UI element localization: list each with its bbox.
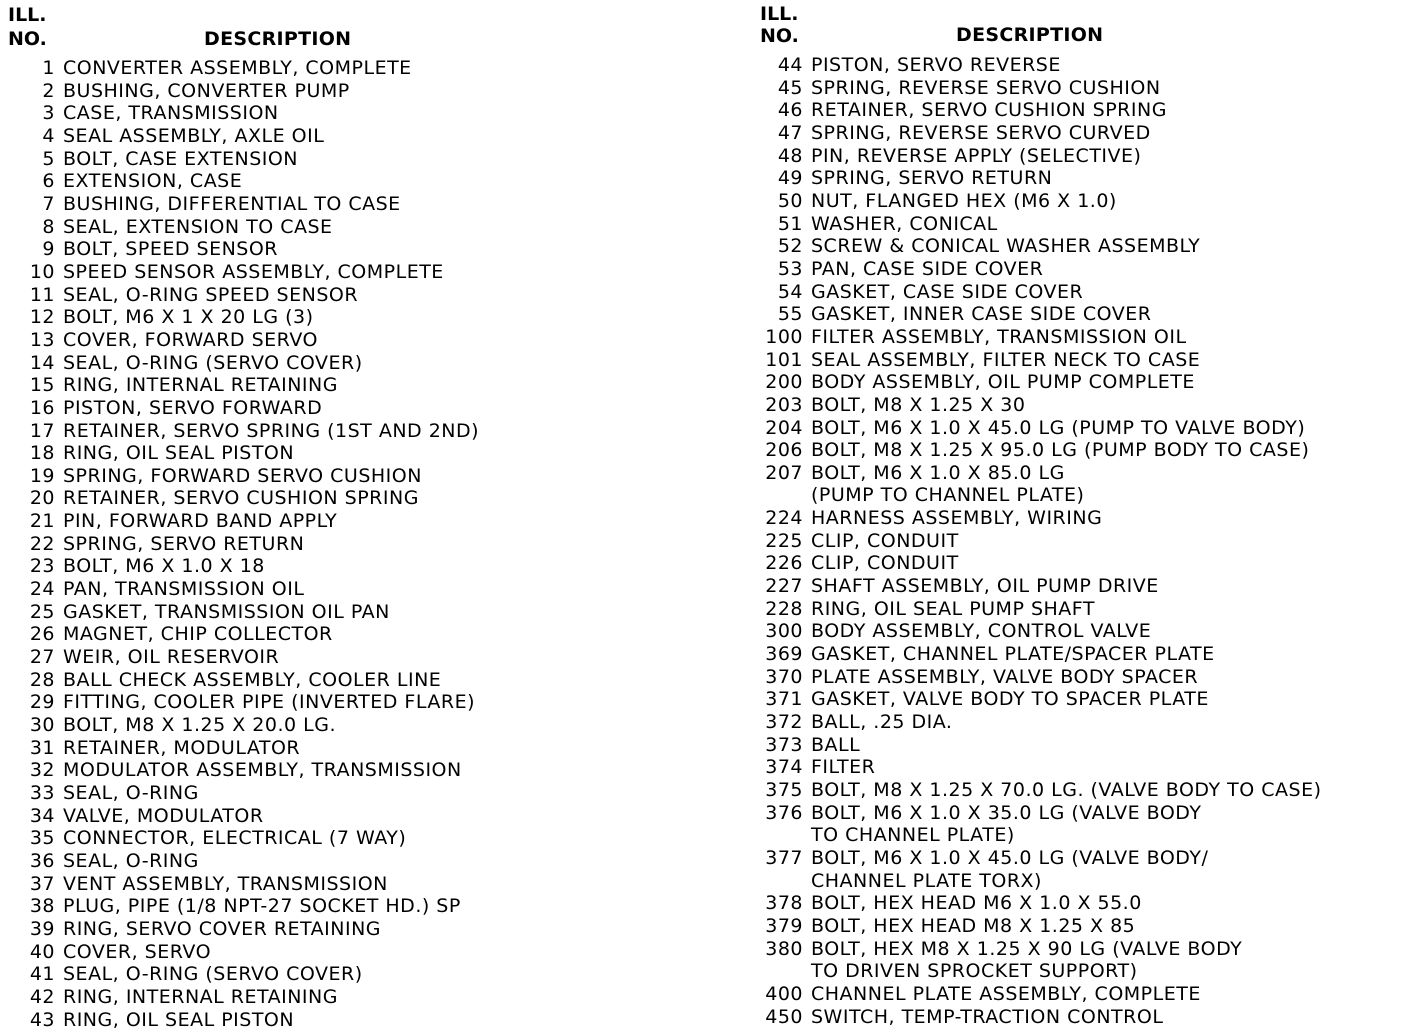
part-row (4, 1009, 479, 1032)
part-row (4, 555, 479, 578)
ill-header-label: ILL. (760, 3, 799, 25)
part-description: BOLT, M6 X 1.0 X 35.0 LG (VALVE BODY (811, 801, 1202, 824)
part-row (4, 420, 479, 443)
part-number: 204 (765, 416, 803, 439)
part-description: PIN, FORWARD BAND APPLY (63, 510, 338, 533)
part-number: 369 (765, 643, 803, 666)
part-description: CHANNEL PLATE TORX) (811, 869, 1042, 892)
part-description: BALL, .25 DIA. (811, 711, 953, 734)
part-description: SPRING, REVERSE SERVO CUSHION (811, 76, 1161, 99)
part-number: 32 (29, 759, 55, 782)
part-number: 34 (29, 804, 55, 827)
part-description: CLIP, CONDUIT (811, 552, 959, 575)
part-description: BOLT, M8 X 1.25 X 95.0 LG (PUMP BODY TO CASE) (811, 439, 1310, 462)
part-row (756, 938, 1322, 961)
part-row (756, 802, 1322, 825)
part-row (4, 578, 479, 601)
ill-header-label: ILL. (8, 4, 47, 26)
part-number: 224 (765, 507, 803, 530)
part-number: 203 (765, 393, 803, 416)
part-description: SEAL, O-RING (63, 782, 199, 804)
part-row (4, 125, 479, 148)
part-description: RING, INTERNAL RETAINING (63, 374, 338, 397)
part-number: 9 (42, 238, 55, 261)
part-row (4, 284, 479, 307)
part-row (4, 850, 479, 873)
part-description: RING, OIL SEAL PUMP SHAFT (811, 597, 1095, 620)
part-row (4, 805, 479, 828)
part-row (4, 895, 479, 918)
part-row (756, 122, 1322, 145)
part-description: BOLT, M6 X 1.0 X 45.0 LG (VALVE BODY/ (811, 846, 1209, 869)
part-description: SWITCH, TEMP-TRACTION CONTROL (811, 1005, 1164, 1028)
part-description: GASKET, VALVE BODY TO SPACER PLATE (811, 688, 1209, 711)
part-description: MODULATOR ASSEMBLY, TRANSMISSION (63, 759, 462, 782)
part-description: PAN, TRANSMISSION OIL (63, 578, 305, 601)
part-description: BOLT, CASE EXTENSION (63, 147, 299, 170)
part-description: (PUMP TO CHANNEL PLATE) (811, 484, 1085, 507)
part-description: SCREW & CONICAL WASHER ASSEMBLY (811, 235, 1201, 258)
part-number: 49 (777, 167, 803, 190)
part-description: BOLT, M8 X 1.25 X 30 (811, 393, 1026, 416)
part-number: 48 (777, 144, 803, 167)
no-header-label: NO. (8, 28, 47, 50)
part-row (756, 303, 1322, 326)
part-row (756, 394, 1322, 417)
part-row (756, 281, 1322, 304)
part-description: BALL (811, 733, 861, 756)
part-description: BALL CHECK ASSEMBLY, COOLER LINE (63, 668, 442, 691)
part-description: FILTER ASSEMBLY, TRANSMISSION OIL (811, 325, 1187, 348)
part-row (756, 462, 1322, 485)
part-description: RETAINER, SERVO SPRING (1ST AND 2ND) (63, 419, 480, 442)
parts-list-left-column (4, 0, 704, 1031)
part-row (4, 691, 479, 714)
part-row (756, 99, 1322, 122)
part-row (756, 258, 1322, 281)
part-row (756, 235, 1322, 258)
part-description: RING, OIL SEAL PISTON (63, 1008, 295, 1031)
part-row (756, 145, 1322, 168)
part-description: CHANNEL PLATE ASSEMBLY, COMPLETE (811, 982, 1201, 1005)
part-row (4, 465, 479, 488)
part-row (756, 711, 1322, 734)
part-row (756, 870, 1322, 893)
description-header-label: DESCRIPTION (204, 28, 352, 50)
part-description: BUSHING, DIFFERENTIAL TO CASE (63, 192, 401, 215)
part-row (4, 148, 479, 171)
column-header (4, 0, 704, 56)
part-description: BOLT, HEX M8 X 1.25 X 90 LG (VALVE BODY (811, 937, 1243, 960)
part-number: 19 (29, 464, 55, 487)
part-number: 53 (777, 257, 803, 280)
part-number: 207 (765, 461, 803, 484)
part-row (756, 598, 1322, 621)
part-row (756, 507, 1322, 530)
part-number: 12 (29, 306, 55, 329)
part-number (756, 824, 811, 847)
part-description: BODY ASSEMBLY, OIL PUMP COMPLETE (811, 371, 1195, 394)
part-number: 14 (29, 351, 55, 374)
part-number: 41 (29, 963, 55, 986)
part-row (756, 643, 1322, 666)
part-description: BOLT, M6 X 1.0 X 85.0 LG (811, 461, 1065, 484)
part-row (4, 261, 479, 284)
part-row (756, 779, 1322, 802)
part-description: BOLT, M6 X 1.0 X 18 (63, 555, 265, 578)
part-row (756, 575, 1322, 598)
part-number: 40 (29, 940, 55, 963)
part-number: 380 (765, 937, 803, 960)
part-number: 8 (42, 215, 55, 238)
part-number: 13 (29, 328, 55, 351)
part-number: 450 (765, 1005, 803, 1028)
part-number: 374 (765, 756, 803, 779)
part-description: SEAL ASSEMBLY, FILTER NECK TO CASE (811, 348, 1201, 371)
part-number: 50 (777, 189, 803, 212)
part-description: PISTON, SERVO FORWARD (63, 396, 323, 419)
part-description: PLATE ASSEMBLY, VALVE BODY SPACER (811, 665, 1199, 688)
parts-rows-right (756, 54, 1322, 1028)
description-header-label: DESCRIPTION (956, 24, 1104, 46)
part-description: FILTER (811, 756, 876, 779)
part-number (756, 870, 811, 893)
part-number: 379 (765, 914, 803, 937)
part-description: RETAINER, SERVO CUSHION SPRING (63, 487, 419, 510)
part-row (4, 601, 479, 624)
part-description: SPRING, FORWARD SERVO CUSHION (63, 464, 422, 487)
part-row (756, 620, 1322, 643)
part-description: SEAL, O-RING (SERVO COVER) (63, 963, 363, 986)
part-row (4, 918, 479, 941)
part-row (756, 688, 1322, 711)
part-number: 33 (29, 782, 55, 804)
part-description: SEAL, O-RING (SERVO COVER) (63, 351, 363, 374)
part-row (4, 352, 479, 375)
part-description: BOLT, M8 X 1.25 X 70.0 LG. (VALVE BODY TO CASE) (811, 779, 1322, 801)
part-description: SEAL ASSEMBLY, AXLE OIL (63, 124, 325, 147)
part-description: RING, OIL SEAL PISTON (63, 442, 295, 465)
part-row (756, 756, 1322, 779)
part-row (4, 442, 479, 465)
part-number: 6 (42, 170, 55, 193)
part-number: 36 (29, 849, 55, 872)
part-row (4, 669, 479, 692)
part-row (756, 213, 1322, 236)
part-description: COVER, SERVO (63, 940, 212, 963)
part-description: GASKET, CASE SIDE COVER (811, 280, 1084, 303)
part-row (4, 238, 479, 261)
part-number: 54 (777, 280, 803, 303)
part-description: SEAL, O-RING SPEED SENSOR (63, 283, 359, 306)
part-number: 11 (29, 283, 55, 306)
part-description: MAGNET, CHIP COLLECTOR (63, 623, 333, 646)
part-number: 47 (777, 121, 803, 144)
part-row (4, 170, 479, 193)
part-number: 400 (765, 982, 803, 1005)
part-row (756, 190, 1322, 213)
part-description: BOLT, HEX HEAD M8 X 1.25 X 85 (811, 914, 1136, 937)
part-number: 1 (42, 57, 55, 79)
part-number (756, 484, 811, 507)
part-number: 228 (765, 597, 803, 620)
part-row (756, 349, 1322, 372)
part-description: BOLT, SPEED SENSOR (63, 238, 279, 261)
part-row (756, 960, 1322, 983)
part-row (756, 371, 1322, 394)
part-row (756, 54, 1322, 77)
part-number: 2 (42, 79, 55, 102)
part-number: 378 (765, 892, 803, 915)
part-number: 300 (765, 620, 803, 643)
part-number: 10 (29, 260, 55, 283)
part-row (4, 80, 479, 103)
part-description: SPRING, SERVO RETURN (811, 167, 1053, 190)
part-description: BUSHING, CONVERTER PUMP (63, 79, 350, 102)
part-row (4, 623, 479, 646)
part-row (4, 374, 479, 397)
part-row (756, 666, 1322, 689)
part-description: SPRING, SERVO RETURN (63, 532, 305, 555)
part-description: BOLT, HEX HEAD M6 X 1.0 X 55.0 (811, 892, 1142, 915)
part-description: HARNESS ASSEMBLY, WIRING (811, 507, 1103, 530)
part-description: SEAL, O-RING (63, 849, 199, 872)
part-number: 16 (29, 396, 55, 419)
part-number: 28 (29, 668, 55, 691)
part-number: 55 (777, 303, 803, 326)
part-description: BODY ASSEMBLY, CONTROL VALVE (811, 620, 1152, 643)
part-description: BOLT, M6 X 1.0 X 45.0 LG (PUMP TO VALVE BODY) (811, 416, 1306, 439)
part-number: 42 (29, 985, 55, 1008)
part-number: 371 (765, 688, 803, 711)
part-description: GASKET, INNER CASE SIDE COVER (811, 303, 1152, 326)
part-description: WASHER, CONICAL (811, 212, 998, 235)
part-row (4, 737, 479, 760)
part-description: GASKET, TRANSMISSION OIL PAN (63, 600, 390, 623)
part-row (756, 530, 1322, 553)
part-description: PISTON, SERVO REVERSE (811, 54, 1061, 76)
part-number: 35 (29, 827, 55, 850)
part-description: FITTING, COOLER PIPE (INVERTED FLARE) (63, 691, 475, 714)
part-number: 22 (29, 532, 55, 555)
part-number: 24 (29, 578, 55, 601)
part-row (756, 326, 1322, 349)
part-number: 372 (765, 711, 803, 734)
column-header (756, 0, 1406, 56)
parts-list-right-column (756, 0, 1406, 1028)
part-number: 377 (765, 846, 803, 869)
part-row (756, 77, 1322, 100)
part-number (756, 960, 811, 983)
part-row (4, 714, 479, 737)
part-number: 18 (29, 442, 55, 465)
part-number: 100 (765, 325, 803, 348)
part-row (4, 102, 479, 125)
part-row (4, 306, 479, 329)
part-number: 31 (29, 736, 55, 759)
part-number: 45 (777, 76, 803, 99)
part-row (756, 484, 1322, 507)
part-description: PIN, REVERSE APPLY (SELECTIVE) (811, 144, 1142, 167)
part-number: 101 (765, 348, 803, 371)
part-description: TO DRIVEN SPROCKET SUPPORT) (811, 960, 1138, 983)
part-row (4, 329, 479, 352)
part-row (4, 397, 479, 420)
part-description: RETAINER, SERVO CUSHION SPRING (811, 99, 1167, 122)
part-row (4, 759, 479, 782)
part-row (4, 873, 479, 896)
part-number: 23 (29, 555, 55, 578)
part-description: CASE, TRANSMISSION (63, 102, 279, 125)
part-number: 376 (765, 801, 803, 824)
part-number: 373 (765, 733, 803, 756)
part-description: WEIR, OIL RESERVOIR (63, 646, 280, 669)
part-number: 17 (29, 419, 55, 442)
part-description: TO CHANNEL PLATE) (811, 824, 1015, 847)
part-row (4, 646, 479, 669)
part-description: BOLT, M6 X 1 X 20 LG (3) (63, 306, 314, 329)
part-description: COVER, FORWARD SERVO (63, 328, 318, 351)
part-row (4, 963, 479, 986)
part-number: 226 (765, 552, 803, 575)
part-description: VENT ASSEMBLY, TRANSMISSION (63, 872, 388, 895)
part-description: RING, INTERNAL RETAINING (63, 985, 338, 1008)
part-row (756, 734, 1322, 757)
part-number: 225 (765, 529, 803, 552)
part-number: 39 (29, 917, 55, 940)
part-description: SHAFT ASSEMBLY, OIL PUMP DRIVE (811, 575, 1159, 598)
part-number: 4 (42, 124, 55, 147)
part-number: 37 (29, 872, 55, 895)
part-description: VALVE, MODULATOR (63, 804, 264, 827)
part-number: 206 (765, 439, 803, 462)
part-description: RING, SERVO COVER RETAINING (63, 917, 382, 940)
part-row (756, 892, 1322, 915)
part-row (4, 57, 479, 80)
part-row (756, 847, 1322, 870)
part-number: 7 (42, 192, 55, 215)
part-number: 27 (29, 646, 55, 669)
part-description: CONVERTER ASSEMBLY, COMPLETE (63, 57, 412, 79)
part-description: NUT, FLANGED HEX (M6 X 1.0) (811, 189, 1117, 212)
part-description: GASKET, CHANNEL PLATE/SPACER PLATE (811, 643, 1215, 666)
part-number: 44 (777, 54, 803, 76)
part-number: 38 (29, 895, 55, 918)
part-number: 370 (765, 665, 803, 688)
part-description: CONNECTOR, ELECTRICAL (7 WAY) (63, 827, 407, 850)
part-row (756, 983, 1322, 1006)
part-number: 52 (777, 235, 803, 258)
part-row (4, 533, 479, 556)
part-number: 46 (777, 99, 803, 122)
part-number: 15 (29, 374, 55, 397)
part-description: EXTENSION, CASE (63, 170, 243, 193)
part-number: 20 (29, 487, 55, 510)
no-header-label: NO. (760, 25, 799, 47)
part-row (4, 827, 479, 850)
part-description: BOLT, M8 X 1.25 X 20.0 LG. (63, 714, 336, 737)
part-number: 25 (29, 600, 55, 623)
part-row (756, 1006, 1322, 1029)
part-description: SEAL, EXTENSION TO CASE (63, 215, 333, 238)
part-description: SPEED SENSOR ASSEMBLY, COMPLETE (63, 260, 444, 283)
part-description: CLIP, CONDUIT (811, 529, 959, 552)
part-number: 3 (42, 102, 55, 125)
part-description: PAN, CASE SIDE COVER (811, 257, 1044, 280)
part-number: 26 (29, 623, 55, 646)
part-number: 51 (777, 212, 803, 235)
part-number: 227 (765, 575, 803, 598)
part-row (756, 552, 1322, 575)
part-number: 29 (29, 691, 55, 714)
part-row (4, 510, 479, 533)
part-description: SPRING, REVERSE SERVO CURVED (811, 121, 1151, 144)
part-number: 21 (29, 510, 55, 533)
part-row (756, 417, 1322, 440)
part-row (756, 439, 1322, 462)
part-row (756, 167, 1322, 190)
part-number: 5 (42, 147, 55, 170)
part-row (4, 782, 479, 805)
part-number: 375 (765, 779, 803, 801)
part-row (4, 216, 479, 239)
part-row (4, 193, 479, 216)
part-row (4, 986, 479, 1009)
parts-rows-left (4, 57, 479, 1031)
part-description: RETAINER, MODULATOR (63, 736, 301, 759)
part-number: 30 (29, 714, 55, 737)
part-row (756, 824, 1322, 847)
part-row (756, 915, 1322, 938)
part-description: PLUG, PIPE (1/8 NPT-27 SOCKET HD.) SP (63, 895, 461, 918)
part-number: 200 (765, 371, 803, 394)
part-number: 43 (29, 1008, 55, 1031)
part-row (4, 941, 479, 964)
part-row (4, 487, 479, 510)
